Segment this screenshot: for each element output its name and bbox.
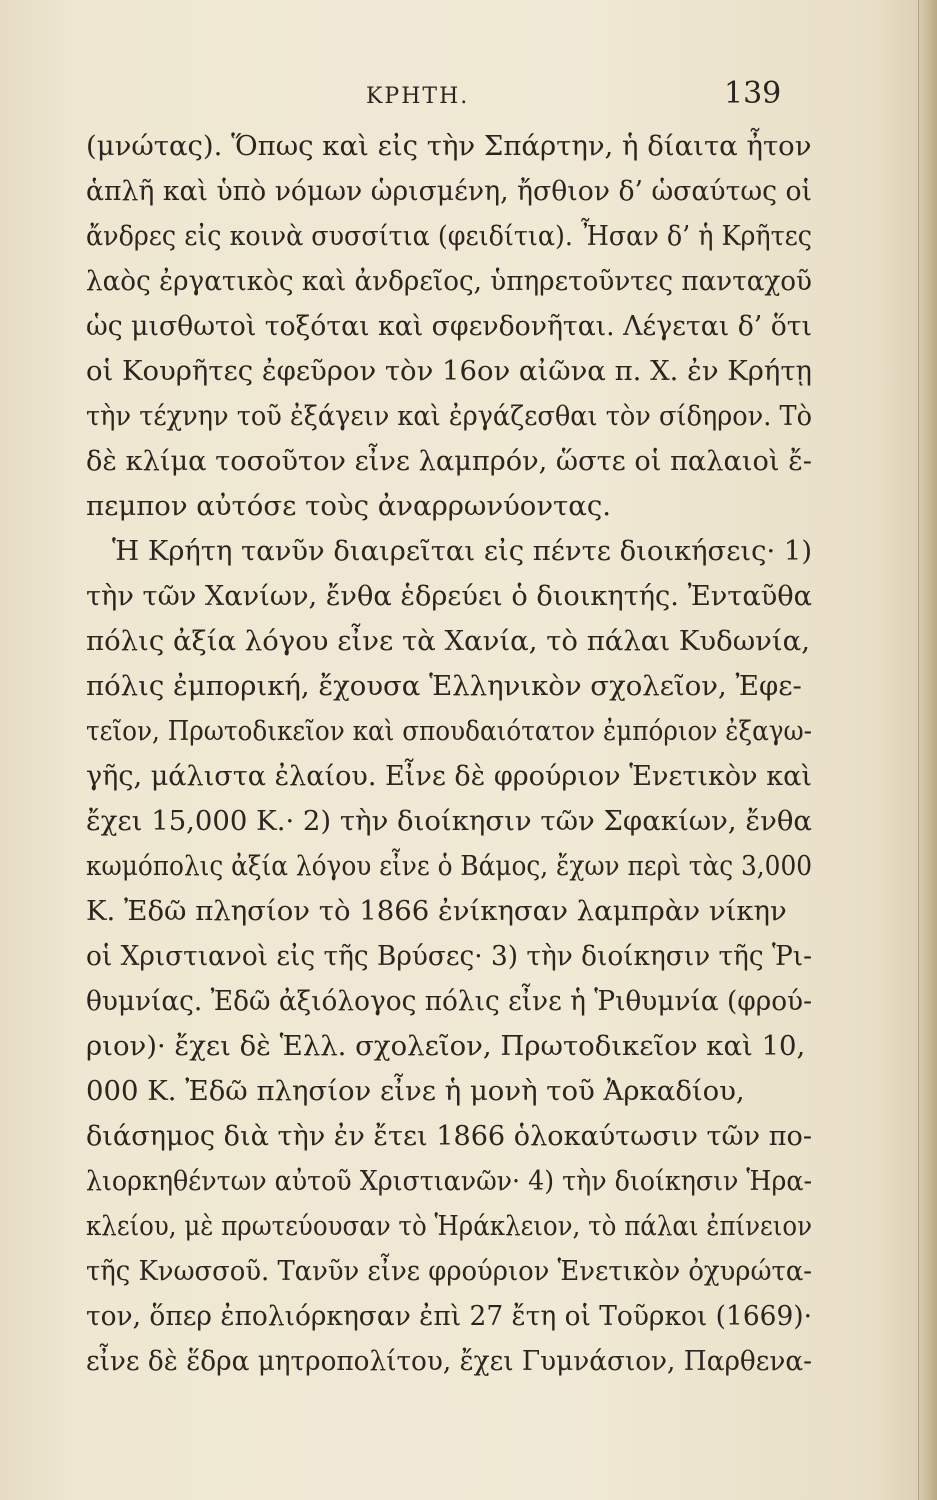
page-header (0, 70, 937, 118)
text-line: κλείου, μὲ πρωτεύουσαν τὸ Ἡράκλειον, τὸ πάλαι ἐπίνειον (86, 1210, 812, 1242)
text-line: οἱ Χριστιανοὶ εἰς τῆς Βρύσες· 3) τὴν διοίκησιν τῆς Ῥι- (86, 940, 812, 972)
text-line: ἄνδρες εἰς κοινὰ συσσίτια (φειδίτια). Ἦσαν δ’ ἡ Κρῆτες (86, 220, 812, 252)
text-line: τὴν τῶν Χανίων, ἔνθα ἑδρεύει ὁ διοικητής. Ἐνταῦθα (86, 580, 812, 612)
text-line: γῆς, μάλιστα ἐλαίου. Εἶνε δὲ φρούριον Ἑνετικὸν καὶ (86, 760, 812, 792)
text-line: τον, ὅπερ ἐπολιόρκησαν ἐπὶ 27 ἔτη οἱ Τοῦρκοι (1669)· (86, 1300, 812, 1332)
text-line: λαὸς ἐργατικὸς καὶ ἀνδρεῖος, ὑπηρετοῦντες πανταχοῦ (86, 265, 812, 297)
text-line: οἱ Κουρῆτες ἐφεῦρον τὸν 16ον αἰῶνα π. Χ. ἐν Κρήτῃ (86, 355, 812, 387)
text-line: κωμόπολις ἀξία λόγου εἶνε ὁ Βάμος, ἔχων περὶ τὰς 3,000 (86, 850, 812, 882)
text-line: λιορκηθέντων αὐτοῦ Χριστιανῶν· 4) τὴν διοίκησιν Ἡρα- (86, 1165, 812, 1197)
text-line: θυμνίας. Ἐδῶ ἀξιόλογος πόλις εἶνε ἡ Ῥιθυμνία (φρού- (86, 985, 812, 1017)
text-line: ἔχει 15,000 Κ.· 2) τὴν διοίκησιν τῶν Σφακίων, ἔνθα (86, 805, 812, 837)
text-line: διάσημος διὰ τὴν ἐν ἔτει 1866 ὁλοκαύτωσιν τῶν πο- (86, 1120, 812, 1152)
text-line: πόλις ἀξία λόγου εἶνε τὰ Χανία, τὸ πάλαι Κυδωνία, (86, 625, 810, 657)
text-line: (μνώτας). Ὅπως καὶ εἰς τὴν Σπάρτην, ἡ δίαιτα ἦτον (86, 130, 812, 162)
text-line: ριον)· ἔχει δὲ Ἑλλ. σχολεῖον, Πρωτοδικεῖον καὶ 10, (86, 1030, 806, 1062)
page-number: 139 (724, 76, 782, 111)
text-line: ὡς μισθωτοὶ τοξόται καὶ σφενδονῆται. Λέγεται δ’ ὅτι (86, 310, 812, 342)
text-line: δὲ κλίμα τοσοῦτον εἶνε λαμπρόν, ὥστε οἱ παλαιοὶ ἔ- (86, 445, 812, 477)
text-line: εἶνε δὲ ἕδρα μητροπολίτου, ἔχει Γυμνάσιον, Παρθενα- (86, 1345, 812, 1377)
page-edge (918, 0, 937, 1500)
text-line: πεμπον αὐτόσε τοὺς ἀναρρωνύοντας. (86, 490, 611, 522)
body-text (86, 124, 812, 1384)
text-line: πόλις ἐμπορική, ἔχουσα Ἑλληνικὸν σχολεῖον, Ἐφε- (86, 670, 802, 702)
text-line: τῆς Κνωσσοῦ. Τανῦν εἶνε φρούριον Ἑνετικὸν ὀχυρώτα- (86, 1255, 812, 1287)
text-line: ἁπλῆ καὶ ὑπὸ νόμων ὡρισμένη, ἤσθιον δ’ ὡσαύτως οἱ (86, 175, 812, 207)
text-line: 000 Κ. Ἐδῶ πλησίον εἶνε ἡ μονὴ τοῦ Ἀρκαδίου, (86, 1075, 745, 1107)
paragraph-start-line: Ἡ Κρήτη τανῦν διαιρεῖται εἰς πέντε διοικήσεις· 1) (112, 535, 812, 567)
running-head: ΚΡΗΤΗ. (366, 84, 470, 109)
text-line: Κ. Ἐδῶ πλησίον τὸ 1866 ἐνίκησαν λαμπρὰν νίκην (86, 895, 787, 927)
text-line: τεῖον, Πρωτοδικεῖον καὶ σπουδαιότατον ἐμπόριον ἐξαγω- (86, 715, 812, 747)
text-line: τὴν τέχνην τοῦ ἐξάγειν καὶ ἐργάζεσθαι τὸν σίδηρον. Τὸ (86, 400, 812, 432)
